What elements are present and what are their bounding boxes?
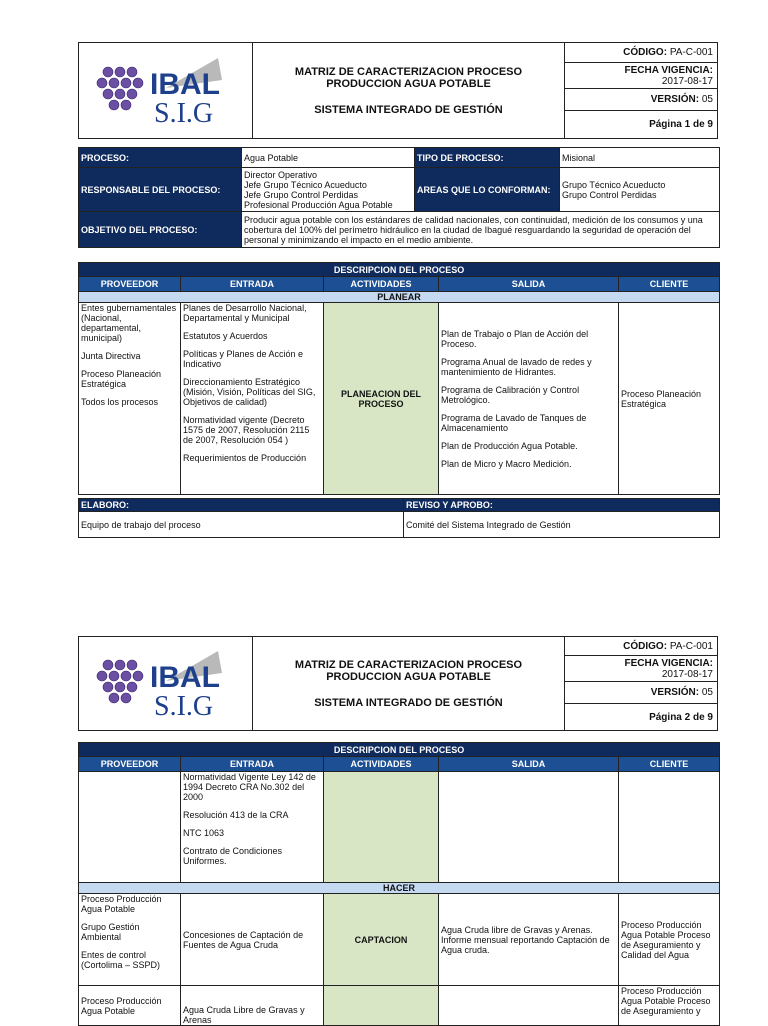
col-actividades: ACTIVIDADES — [324, 757, 439, 772]
cont-proveedor — [79, 772, 181, 883]
svg-text:IBAL: IBAL — [149, 660, 220, 694]
responsable-value: Director Operativo Jefe Grupo Técnico Acueducto Jefe Grupo Control Perdidas Profesional Producción Agua Potable — [242, 168, 415, 212]
col-salida: SALIDA — [439, 277, 619, 292]
tipo-label: TIPO DE PROCESO: — [415, 148, 560, 168]
signatures-table — [78, 498, 720, 538]
process-info-table — [78, 147, 720, 248]
svg-text:S.I.G: S.I.G — [153, 690, 213, 722]
cont-entrada: Normatividad Vigente Ley 142 de 1994 Decreto CRA No.302 del 2000 Resolución 413 de la CRA NTC 1063 Contrato de Condiciones Uniformes. — [181, 772, 324, 883]
col-actividades: ACTIVIDADES — [324, 277, 439, 292]
reviso-value: Comité del Sistema Integrado de Gestión — [404, 512, 720, 538]
elaboro-label: ELABORO: — [79, 499, 404, 512]
next-entrada: Agua Cruda Libre de Gravas y Arenas — [181, 986, 324, 1026]
elaboro-value: Equipo de trabajo del proceso — [79, 512, 404, 538]
document-title: MATRIZ DE CARACTERIZACION PROCESO PRODUCCION AGUA POTABLE SISTEMA INTEGRADO DE GESTIÓN — [253, 43, 565, 139]
planear-entrada: Planes de Desarrollo Nacional, Departamental y Municipal Estatutos y Acuerdos Políticas y Planes de Acción e Indicativo Direccionamiento Estratégico (Misión, Visión, Políticas del SIG, Objetivos de calidad) Normatividad vigente (Decreto 1575 de 2007, Resolución 2115 de 2007, Resolución 054 ) Requerimientos de Producción — [181, 303, 324, 495]
col-entrada: ENTRADA — [181, 277, 324, 292]
captacion-actividad: CAPTACION — [324, 894, 439, 986]
proceso-value: Agua Potable — [242, 148, 415, 168]
description-title: DESCRIPCION DEL PROCESO — [79, 263, 720, 277]
planear-actividad: PLANEACION DEL PROCESO — [324, 303, 439, 495]
description-table-p1 — [78, 262, 720, 495]
col-cliente: CLIENTE — [619, 757, 720, 772]
codigo: CÓDIGO: PA-C-001 — [565, 43, 718, 63]
ibal-logo — [79, 637, 253, 731]
objetivo-value: Producir agua potable con los estándares de calidad nacionales, con continuidad, medición de los consumos y una cobertura del 100% del perímetro hidráulico en la ciudad de Ibagué resguardando la seguridad de operación del personal y minimizando el impacto en el medio ambiente. — [242, 212, 720, 248]
captacion-salida: Agua Cruda libre de Gravas y Arenas. Informe mensual reportando Captación de Agua cruda. — [439, 894, 619, 986]
cont-cliente — [619, 772, 720, 883]
next-salida — [439, 986, 619, 1026]
planear-salida: Plan de Trabajo o Plan de Acción del Proceso. Programa Anual de lavado de redes y mantenimiento de Hidrantes. Programa de Calibración y Control Metrológico. Programa de Lavado de Tanques de Almacenamiento Plan de Producción Agua Potable. Plan de Micro y Macro Medición. — [439, 303, 619, 495]
version: VERSIÓN: 05 — [565, 89, 718, 111]
captacion-proveedor: Proceso Producción Agua Potable Grupo Gestión Ambiental Entes de control (Cortolima – SSPD) — [79, 894, 181, 986]
description-table-p2 — [78, 742, 720, 1026]
page-number: Página 1 de 9 — [565, 111, 718, 139]
description-title: DESCRIPCION DEL PROCESO — [79, 743, 720, 757]
col-entrada: ENTRADA — [181, 757, 324, 772]
captacion-cliente: Proceso Producción Agua Potable Proceso de Aseguramiento y Calidad del Agua — [619, 894, 720, 986]
fecha-vigencia: FECHA VIGENCIA: 2017-08-17 — [565, 63, 718, 89]
ibal-logo — [79, 43, 253, 139]
col-proveedor: PROVEEDOR — [79, 757, 181, 772]
planear-proveedor: Entes gubernamentales (Nacional, departamental, municipal) Junta Directiva Proceso Planeación Estratégica Todos los procesos — [79, 303, 181, 495]
svg-text:IBAL: IBAL — [149, 67, 220, 101]
page1-header — [78, 42, 718, 139]
next-cliente: Proceso Producción Agua Potable Proceso de Aseguramiento y — [619, 986, 720, 1026]
col-salida: SALIDA — [439, 757, 619, 772]
captacion-entrada: Concesiones de Captación de Fuentes de Agua Cruda — [181, 894, 324, 986]
areas-label: AREAS QUE LO CONFORMAN: — [415, 168, 560, 212]
cont-salida — [439, 772, 619, 883]
version: VERSIÓN: 05 — [565, 682, 718, 704]
page-number: Página 2 de 9 — [565, 704, 718, 731]
proceso-label: PROCESO: — [79, 148, 242, 168]
document-title: MATRIZ DE CARACTERIZACION PROCESO PRODUCCION AGUA POTABLE SISTEMA INTEGRADO DE GESTIÓN — [253, 637, 565, 731]
objetivo-label: OBJETIVO DEL PROCESO: — [79, 212, 242, 248]
planear-cliente: Proceso Planeación Estratégica — [619, 303, 720, 495]
svg-text:S.I.G: S.I.G — [153, 97, 213, 129]
page2-header — [78, 636, 718, 731]
cont-actividad — [324, 772, 439, 883]
col-proveedor: PROVEEDOR — [79, 277, 181, 292]
phase-hacer: HACER — [79, 883, 720, 894]
responsable-label: RESPONSABLE DEL PROCESO: — [79, 168, 242, 212]
areas-value: Grupo Técnico Acueducto Grupo Control Perdidas — [560, 168, 720, 212]
next-proveedor: Proceso Producción Agua Potable — [79, 986, 181, 1026]
col-cliente: CLIENTE — [619, 277, 720, 292]
tipo-value: Misional — [560, 148, 720, 168]
reviso-label: REVISO Y APROBO: — [404, 499, 720, 512]
codigo: CÓDIGO: PA-C-001 — [565, 637, 718, 656]
phase-planear: PLANEAR — [79, 292, 720, 303]
fecha-vigencia: FECHA VIGENCIA: 2017-08-17 — [565, 656, 718, 682]
next-actividad — [324, 986, 439, 1026]
